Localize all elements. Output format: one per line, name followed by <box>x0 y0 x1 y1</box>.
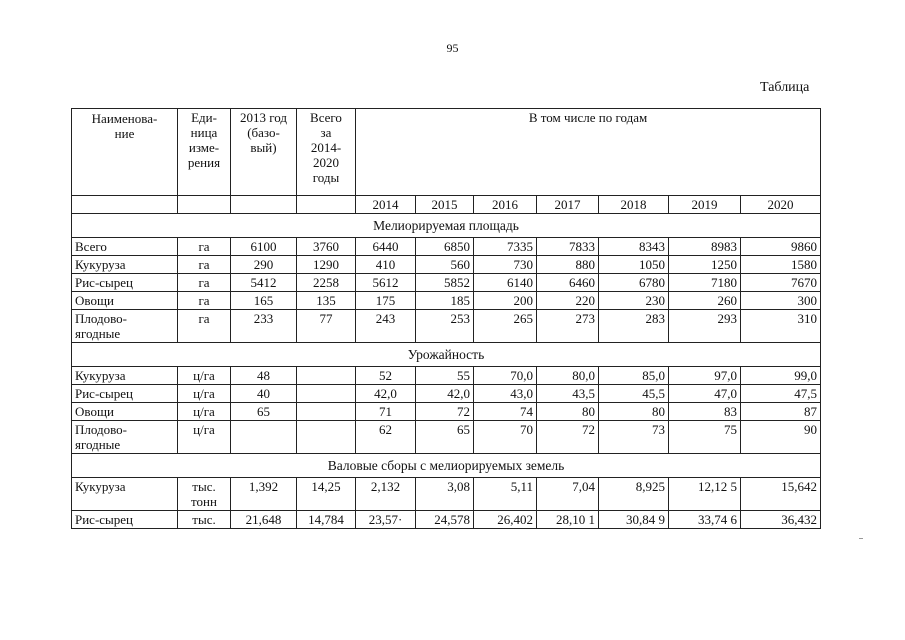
header-by-years: В том числе по годам <box>356 109 821 196</box>
row-year-value: 70,0 <box>474 367 537 385</box>
row-year-value: 8343 <box>599 238 669 256</box>
row-year-value: 6780 <box>599 274 669 292</box>
scan-mark <box>859 538 863 539</box>
row-year-value: 1050 <box>599 256 669 274</box>
row-year-value: 74 <box>474 403 537 421</box>
row-year-value: 273 <box>537 310 599 343</box>
row-total-value: 3760 <box>297 238 356 256</box>
row-year-value: 47,5 <box>741 385 821 403</box>
row-unit: тыс. <box>178 511 231 529</box>
row-year-value: 28,10 1 <box>537 511 599 529</box>
row-total-value <box>297 367 356 385</box>
row-year-value: 410 <box>356 256 416 274</box>
row-base-value: 40 <box>231 385 297 403</box>
row-year-value: 26,402 <box>474 511 537 529</box>
header-total: Всего за 2014- 2020 годы <box>297 109 356 196</box>
row-total-value: 2258 <box>297 274 356 292</box>
year-2016: 2016 <box>474 196 537 214</box>
row-unit: га <box>178 256 231 274</box>
year-2015: 2015 <box>416 196 474 214</box>
row-year-value: 7833 <box>537 238 599 256</box>
row-year-value: 200 <box>474 292 537 310</box>
section-header <box>72 454 821 478</box>
row-base-value: 165 <box>231 292 297 310</box>
row-year-value: 243 <box>356 310 416 343</box>
section-title: Урожайность <box>72 343 821 367</box>
page-number: 95 <box>446 41 459 55</box>
data-table <box>71 108 821 529</box>
row-year-value: 260 <box>669 292 741 310</box>
row-name: Рис-сырец <box>72 274 178 292</box>
table-row <box>72 385 821 403</box>
row-year-value: 97,0 <box>669 367 741 385</box>
row-unit: ц/га <box>178 367 231 385</box>
row-year-value: 300 <box>741 292 821 310</box>
row-unit: га <box>178 274 231 292</box>
row-name: Кукуруза <box>72 256 178 274</box>
row-year-value: 43,0 <box>474 385 537 403</box>
row-total-value: 14,784 <box>297 511 356 529</box>
row-total-value: 14,25 <box>297 478 356 511</box>
row-year-value: 47,0 <box>669 385 741 403</box>
row-unit: ц/га <box>178 403 231 421</box>
row-year-value: 1580 <box>741 256 821 274</box>
row-year-value: 8983 <box>669 238 741 256</box>
row-year-value: 75 <box>669 421 741 454</box>
row-base-value: 48 <box>231 367 297 385</box>
row-year-value: 310 <box>741 310 821 343</box>
row-name: Овощи <box>72 292 178 310</box>
row-base-value: 21,648 <box>231 511 297 529</box>
row-year-value: 33,74 6 <box>669 511 741 529</box>
row-year-value: 45,5 <box>599 385 669 403</box>
row-name: Всего <box>72 238 178 256</box>
row-total-value: 77 <box>297 310 356 343</box>
section-header <box>72 214 821 238</box>
row-year-value: 253 <box>416 310 474 343</box>
row-year-value: 55 <box>416 367 474 385</box>
row-name: Рис-сырец <box>72 511 178 529</box>
row-base-value: 1,392 <box>231 478 297 511</box>
row-year-value: 52 <box>356 367 416 385</box>
header-unit: Еди- ница изме- рения <box>178 109 231 196</box>
row-year-value: 23,57· <box>356 511 416 529</box>
row-total-value <box>297 421 356 454</box>
table-row <box>72 256 821 274</box>
row-year-value: 70 <box>474 421 537 454</box>
row-name: Кукуруза <box>72 478 178 511</box>
row-unit: га <box>178 238 231 256</box>
table-row <box>72 511 821 529</box>
row-base-value: 233 <box>231 310 297 343</box>
year-2019: 2019 <box>669 196 741 214</box>
row-year-value: 24,578 <box>416 511 474 529</box>
row-year-value: 230 <box>599 292 669 310</box>
table-row <box>72 421 821 454</box>
row-year-value: 175 <box>356 292 416 310</box>
row-year-value: 42,0 <box>416 385 474 403</box>
row-year-value: 880 <box>537 256 599 274</box>
row-year-value: 30,84 9 <box>599 511 669 529</box>
row-year-value: 83 <box>669 403 741 421</box>
row-year-value: 283 <box>599 310 669 343</box>
row-year-value: 72 <box>416 403 474 421</box>
row-year-value: 15,642 <box>741 478 821 511</box>
row-total-value: 135 <box>297 292 356 310</box>
table-row <box>72 310 821 343</box>
table-row <box>72 403 821 421</box>
row-year-value: 5852 <box>416 274 474 292</box>
table-label: Таблица <box>760 80 810 95</box>
row-year-value: 6440 <box>356 238 416 256</box>
header-base-year: 2013 год (базо- вый) <box>231 109 297 196</box>
row-year-value: 293 <box>669 310 741 343</box>
table-row <box>72 274 821 292</box>
table-row <box>72 478 821 511</box>
row-year-value: 7180 <box>669 274 741 292</box>
row-unit: ц/га <box>178 385 231 403</box>
year-2014: 2014 <box>356 196 416 214</box>
section-header <box>72 343 821 367</box>
table-row <box>72 292 821 310</box>
row-year-value: 72 <box>537 421 599 454</box>
row-year-value: 9860 <box>741 238 821 256</box>
row-year-value: 5612 <box>356 274 416 292</box>
year-2018: 2018 <box>599 196 669 214</box>
table-row <box>72 238 821 256</box>
row-unit: ц/га <box>178 421 231 454</box>
header-name: Наименова- ние <box>72 109 178 196</box>
row-year-value: 220 <box>537 292 599 310</box>
row-year-value: 99,0 <box>741 367 821 385</box>
row-base-value <box>231 421 297 454</box>
section-title: Мелиорируемая площадь <box>72 214 821 238</box>
row-year-value: 12,12 5 <box>669 478 741 511</box>
row-year-value: 87 <box>741 403 821 421</box>
row-year-value: 6140 <box>474 274 537 292</box>
row-name: Овощи <box>72 403 178 421</box>
row-year-value: 7335 <box>474 238 537 256</box>
row-year-value: 62 <box>356 421 416 454</box>
row-year-value: 5,11 <box>474 478 537 511</box>
row-unit: га <box>178 310 231 343</box>
row-year-value: 71 <box>356 403 416 421</box>
row-year-value: 65 <box>416 421 474 454</box>
row-total-value: 1290 <box>297 256 356 274</box>
row-unit: тыс. тонн <box>178 478 231 511</box>
row-base-value: 65 <box>231 403 297 421</box>
row-year-value: 7670 <box>741 274 821 292</box>
row-base-value: 290 <box>231 256 297 274</box>
row-year-value: 43,5 <box>537 385 599 403</box>
row-year-value: 6460 <box>537 274 599 292</box>
row-year-value: 80 <box>599 403 669 421</box>
row-year-value: 90 <box>741 421 821 454</box>
row-year-value: 42,0 <box>356 385 416 403</box>
row-year-value: 3,08 <box>416 478 474 511</box>
row-name: Кукуруза <box>72 367 178 385</box>
row-total-value <box>297 385 356 403</box>
row-year-value: 560 <box>416 256 474 274</box>
year-2017: 2017 <box>537 196 599 214</box>
row-name: Рис-сырец <box>72 385 178 403</box>
row-year-value: 80,0 <box>537 367 599 385</box>
year-2020: 2020 <box>741 196 821 214</box>
row-year-value: 36,432 <box>741 511 821 529</box>
row-year-value: 7,04 <box>537 478 599 511</box>
years-row <box>72 196 821 214</box>
row-year-value: 85,0 <box>599 367 669 385</box>
row-base-value: 5412 <box>231 274 297 292</box>
row-year-value: 80 <box>537 403 599 421</box>
row-year-value: 2,132 <box>356 478 416 511</box>
row-year-value: 185 <box>416 292 474 310</box>
header-row <box>72 109 821 196</box>
row-year-value: 730 <box>474 256 537 274</box>
table-row <box>72 367 821 385</box>
section-title: Валовые сборы с мелиорируемых земель <box>72 454 821 478</box>
row-year-value: 1250 <box>669 256 741 274</box>
row-year-value: 8,925 <box>599 478 669 511</box>
row-year-value: 73 <box>599 421 669 454</box>
row-base-value: 6100 <box>231 238 297 256</box>
row-name: Плодово- ягодные <box>72 310 178 343</box>
row-total-value <box>297 403 356 421</box>
row-name: Плодово- ягодные <box>72 421 178 454</box>
row-unit: га <box>178 292 231 310</box>
row-year-value: 265 <box>474 310 537 343</box>
row-year-value: 6850 <box>416 238 474 256</box>
